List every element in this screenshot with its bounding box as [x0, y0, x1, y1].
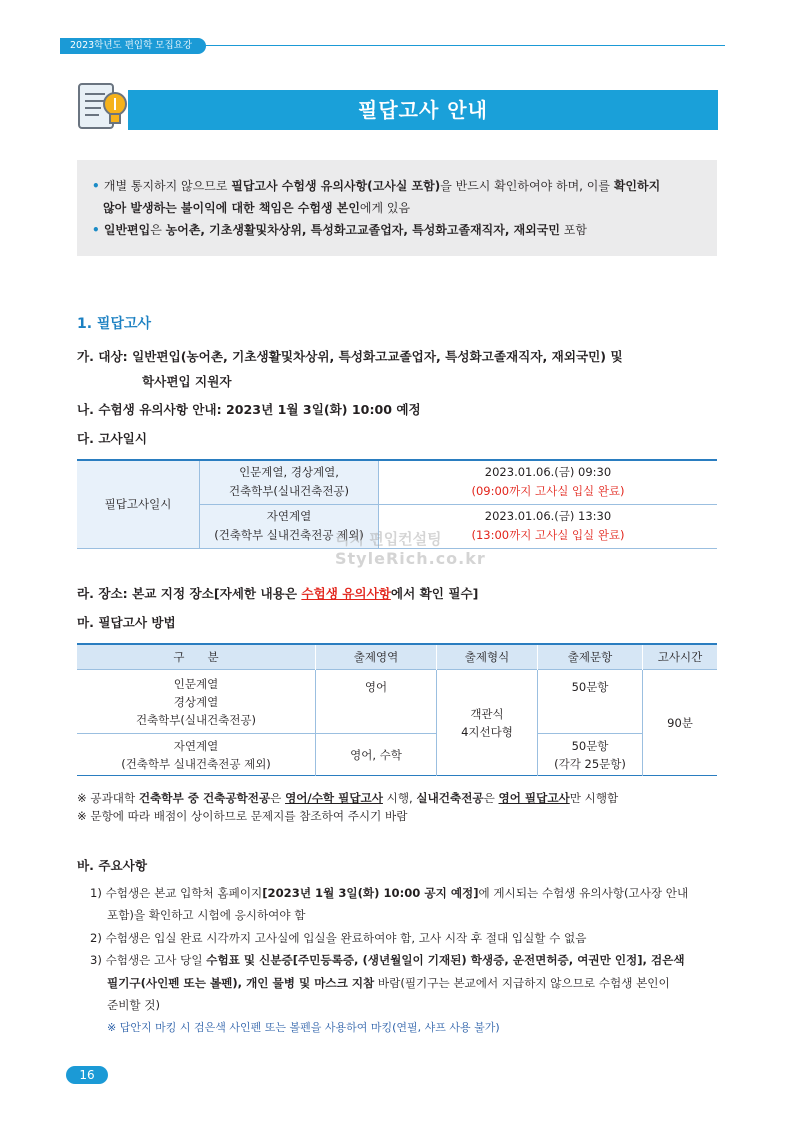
ba-item-3-line-1: 3) 수험생은 고사 당일 수험표 및 신분증[주민등록증, (생년월일이 기재된) 학생증, 운전면허증, 여권만 인정], 검은색: [90, 953, 685, 967]
item-na: 나. 수험생 유의사항 안내: 2023년 1월 3일(화) 10:00 예정: [77, 402, 421, 417]
ba-item-1-line-1: 1) 수험생은 본교 입학처 홈페이지[2023년 1월 3일(화) 10:00 공지 예정]에 게시되는 수험생 유의사항(고사장 안내: [90, 886, 689, 900]
col-questions: 출제문항: [538, 644, 643, 670]
item-ga-line-1: 가. 대상: 일반편입(농어촌, 기초생활및차상위, 특성화고교졸업자, 특성화고졸재직자, 재외국민) 및: [77, 349, 623, 364]
notice-line-3: • 일반편입은 농어촌, 기초생활및차상위, 특성화고교졸업자, 특성화고졸재직자, 재외국민 포함: [92, 223, 587, 237]
ba-item-3-line-3: 준비할 것): [107, 998, 161, 1012]
exam-method-table: [77, 643, 717, 776]
bullet-icon: •: [92, 223, 104, 237]
method-area-1: 영어: [316, 670, 437, 734]
method-questions-1: 50문항: [538, 670, 643, 734]
col-area: 출제영역: [316, 644, 437, 670]
item-ma: 마. 필답고사 방법: [77, 615, 176, 630]
method-format: 객관식 4지선다형: [437, 670, 538, 776]
method-group-1: 인문계열 경상계열 건축학부(실내건축전공): [77, 670, 316, 734]
notice-line-1: • 개별 통지하지 않으므로 필답고사 수험생 유의사항(고사실 포함)을 반드시 확인하여야 하며, 이를 확인하지: [92, 179, 661, 193]
notice-line-2: 않아 발생하는 불이익에 대한 책임은 수험생 본인에게 있음: [103, 201, 411, 215]
watermark: 리치 편입컨설팅 StyleRich.co.kr: [335, 530, 486, 568]
schedule-time-2: 2023.01.06.(금) 13:30 (13:00까지 고사실 입실 완료): [379, 504, 718, 548]
col-category: 구 분: [77, 644, 316, 670]
col-format: 출제형식: [437, 644, 538, 670]
ba-item-1-line-2: 포함)을 확인하고 시험에 응시하여야 함: [107, 908, 306, 922]
document-lightbulb-icon: [75, 76, 131, 132]
item-ga-line-2: 학사편입 지원자: [142, 374, 232, 389]
ba-item-2: 2) 수험생은 입실 완료 시각까지 고사실에 입실을 완료하여야 함, 고사 시작 후 절대 입실할 수 없음: [90, 931, 587, 945]
bullet-icon: •: [92, 179, 104, 193]
section-title: 1. 필답고사: [77, 316, 152, 332]
note-2: ※ 문항에 따라 배점이 상이하므로 문제지를 참조하여 주시기 바람: [77, 809, 408, 823]
method-group-2: 자연계열 (건축학부 실내건축전공 제외): [77, 734, 316, 776]
note-1: ※ 공과대학 건축학부 중 건축공학전공은 영어/수학 필답고사 시행, 실내건축전공은 영어 필답고사만 시행함: [77, 791, 619, 805]
method-time: 90분: [643, 670, 718, 776]
item-ra: 라. 장소: 본교 지정 장소[자세한 내용은 수험생 유의사항에서 확인 필수]: [77, 586, 479, 601]
schedule-label: 필답고사일시: [77, 460, 200, 548]
schedule-group-2: 자연계열 (건축학부 실내건축전공 제외): [200, 504, 379, 548]
item-da: 다. 고사일시: [77, 431, 147, 446]
page-number: 16: [66, 1066, 108, 1084]
ba-item-3-note: ※ 답안지 마킹 시 검은색 사인펜 또는 볼펜을 사용하여 마킹(연필, 샤프 사용 불가): [107, 1021, 500, 1034]
method-questions-2: 50문항 (각각 25문항): [538, 734, 643, 776]
col-time: 고사시간: [643, 644, 718, 670]
ba-item-3-line-2: 필기구(사인펜 또는 볼펜), 개인 물병 및 마스크 지참 바람(필기구는 본교에서 지급하지 않으므로 수험생 본인이: [107, 976, 670, 990]
schedule-time-1: 2023.01.06.(금) 09:30 (09:00까지 고사실 입실 완료): [379, 460, 718, 504]
schedule-group-1: 인문계열, 경상계열, 건축학부(실내건축전공): [200, 460, 379, 504]
method-area-2: 영어, 수학: [316, 734, 437, 776]
item-ba: 바. 주요사항: [77, 858, 147, 873]
header-tag: 2023학년도 편입학 모집요강: [60, 38, 206, 54]
page-title: 필답고사 안내: [358, 98, 488, 122]
